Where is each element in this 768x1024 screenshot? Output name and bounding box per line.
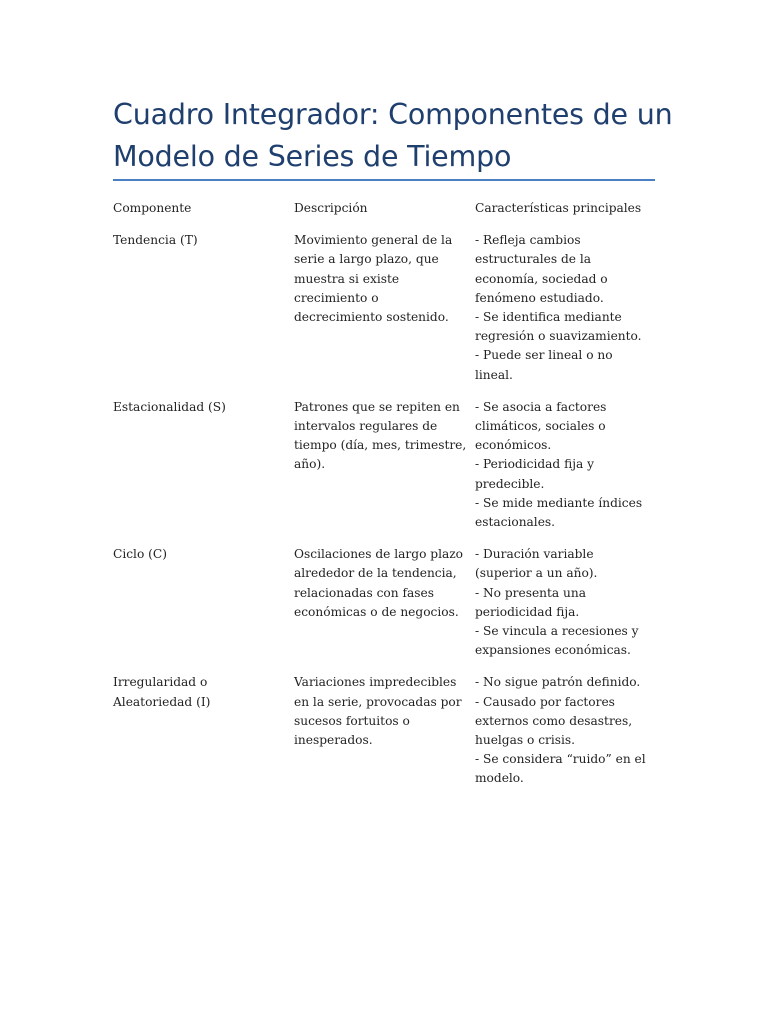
- cell-text-line: Tendencia (T): [113, 233, 198, 248]
- cell-text-line: - Se mide mediante índices: [475, 495, 643, 510]
- cell-text-line: economía, sociedad o: [475, 271, 608, 286]
- cell-text-line: estructurales de la: [475, 252, 591, 267]
- cell-text-line: externos como desastres,: [475, 713, 633, 728]
- cell-text-line: periodicidad fija.: [475, 604, 580, 619]
- cell-text-line: - No sigue patrón definido.: [475, 675, 641, 690]
- cell-text-line: Variaciones impredecibles: [294, 675, 457, 690]
- cell-text-line: - Periodicidad fija y: [475, 457, 595, 472]
- table-row: [113, 398, 655, 532]
- cell-text-line: tiempo (día, mes, trimestre,: [294, 438, 467, 453]
- cell-text-line: Aleatoriedad (I): [113, 694, 211, 709]
- cell-features: [475, 673, 655, 788]
- cell-component: [113, 231, 294, 385]
- cell-text-line: fenómeno estudiado.: [475, 290, 604, 305]
- cell-text-line: relacionadas con fases: [294, 585, 434, 600]
- table-body: [113, 231, 655, 788]
- cell-text-line: expansiones económicas.: [475, 643, 631, 658]
- cell-features: [475, 398, 655, 532]
- table-row: [113, 231, 655, 385]
- cell-features: [475, 545, 655, 660]
- cell-text-line: - No presenta una: [475, 585, 587, 600]
- header-features: Características principales: [475, 201, 642, 215]
- cell-text-line: serie a largo plazo, que: [294, 252, 439, 267]
- cell-description: [294, 398, 475, 532]
- cell-text-line: - Se identifica mediante: [475, 310, 622, 325]
- cell-text-line: intervalos regulares de: [294, 419, 438, 434]
- title-divider: [113, 179, 655, 181]
- cell-text-line: muestra si existe: [294, 271, 400, 286]
- header-description: Descripción: [294, 201, 368, 215]
- cell-component: [113, 545, 294, 660]
- cell-description: [294, 545, 475, 660]
- header-component: Componente: [113, 201, 192, 215]
- cell-text-line: predecible.: [475, 476, 545, 491]
- cell-text-line: - Se considera “ruido” en el: [475, 752, 646, 767]
- cell-text-line: Patrones que se repiten en: [294, 399, 460, 414]
- cell-text-line: - Refleja cambios: [475, 233, 581, 248]
- cell-text-line: Irregularidad o: [113, 675, 208, 690]
- cell-text-line: Ciclo (C): [113, 547, 167, 562]
- cell-text-line: estacionales.: [475, 515, 556, 530]
- cell-text-line: en la serie, provocadas por: [294, 694, 462, 709]
- cell-text-line: regresión o suavizamiento.: [475, 329, 642, 344]
- components-table: [113, 199, 655, 802]
- table-header-row: [113, 199, 655, 218]
- cell-component: [113, 398, 294, 532]
- cell-component: [113, 673, 294, 788]
- cell-text-line: sucesos fortuitos o: [294, 713, 410, 728]
- cell-text-line: modelo.: [475, 771, 524, 786]
- cell-description: [294, 673, 475, 788]
- cell-text-line: decrecimiento sostenido.: [294, 310, 449, 325]
- cell-text-line: económicos.: [475, 438, 552, 453]
- title-line-2: Modelo de Series de Tiempo: [113, 140, 512, 173]
- title-line-1: Cuadro Integrador: Componentes de un: [113, 98, 673, 131]
- table-row: [113, 545, 655, 660]
- cell-text-line: Movimiento general de la: [294, 233, 453, 248]
- cell-features: [475, 231, 655, 385]
- cell-text-line: lineal.: [475, 367, 513, 382]
- cell-description: [294, 231, 475, 385]
- cell-text-line: inesperados.: [294, 733, 373, 748]
- cell-text-line: Oscilaciones de largo plazo: [294, 547, 464, 562]
- cell-text-line: - Duración variable: [475, 547, 594, 562]
- cell-text-line: económicas o de negocios.: [294, 604, 459, 619]
- cell-text-line: - Puede ser lineal o no: [475, 348, 613, 363]
- cell-text-line: año).: [294, 457, 326, 472]
- cell-text-line: alrededor de la tendencia,: [294, 566, 457, 581]
- cell-text-line: (superior a un año).: [475, 566, 598, 581]
- cell-text-line: huelgas o crisis.: [475, 733, 576, 748]
- cell-text-line: - Causado por factores: [475, 694, 615, 709]
- cell-text-line: - Se vincula a recesiones y: [475, 624, 639, 639]
- cell-text-line: - Se asocia a factores: [475, 399, 607, 414]
- cell-text-line: crecimiento o: [294, 290, 379, 305]
- cell-text-line: Estacionalidad (S): [113, 399, 226, 414]
- cell-text-line: climáticos, sociales o: [475, 419, 606, 434]
- page-title: [113, 94, 673, 178]
- table-row: [113, 673, 655, 788]
